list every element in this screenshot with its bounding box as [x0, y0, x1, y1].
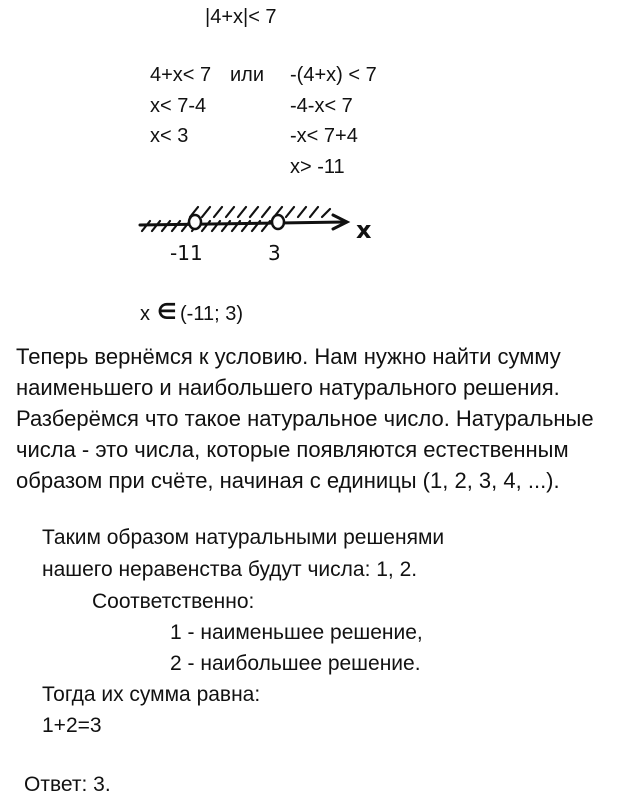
point-3 — [272, 215, 284, 229]
or-word: или — [230, 64, 265, 86]
conclusion-line-7: 1+2=3 — [42, 714, 102, 737]
number-line — [130, 195, 390, 275]
case2-line1: -(4+x) < 7 — [290, 64, 377, 86]
axis-line — [140, 222, 345, 225]
conclusion-line-5: 2 - наибольшее решение. — [170, 652, 421, 675]
conclusion-line-6: Тогда их сумма равна: — [42, 683, 261, 706]
conclusion-line-2: нашего неравенства будут числа: 1, 2. — [42, 558, 418, 581]
explanation-line-5: образом при счёте, начиная с единицы (1, 2, 3, 4, ...). — [16, 468, 560, 493]
explanation-line-4: числа - это числа, которые появляются естественным — [16, 437, 569, 462]
case2-line4: x> -11 — [290, 156, 345, 178]
case1-line2: x< 7-4 — [150, 95, 207, 117]
hatching-right-region — [190, 207, 330, 217]
left-point-label: -11 — [170, 241, 203, 265]
belongs-symbol: ∈ — [157, 300, 177, 325]
case1-line3: x< 3 — [150, 125, 189, 147]
conclusion-line-4: 1 - наименьшее решение, — [170, 621, 423, 644]
case2-line2: -4-x< 7 — [290, 95, 353, 117]
case1-line1: 4+x< 7 — [150, 64, 212, 86]
right-point-label: 3 — [268, 241, 281, 265]
axis-label: x — [356, 216, 372, 244]
interval-range: (-11; 3) — [180, 303, 243, 325]
inequality: |4+x|< 7 — [205, 6, 277, 28]
conclusion-line-3: Соответственно: — [92, 590, 255, 613]
explanation-line-2: наименьшего и наибольшего натурального решения. — [16, 375, 560, 400]
explanation-line-3: Разберёмся что такое натуральное число. Натуральные — [16, 406, 594, 431]
explanation-line-1: Теперь вернёмся к условию. Нам нужно найти сумму — [16, 344, 561, 369]
interval-var: x — [140, 303, 150, 325]
case2-line3: -x< 7+4 — [290, 125, 358, 147]
answer: Ответ: 3. — [24, 773, 111, 796]
point-minus-11 — [189, 215, 201, 229]
conclusion-line-1: Таким образом натуральными решенями — [42, 526, 445, 549]
